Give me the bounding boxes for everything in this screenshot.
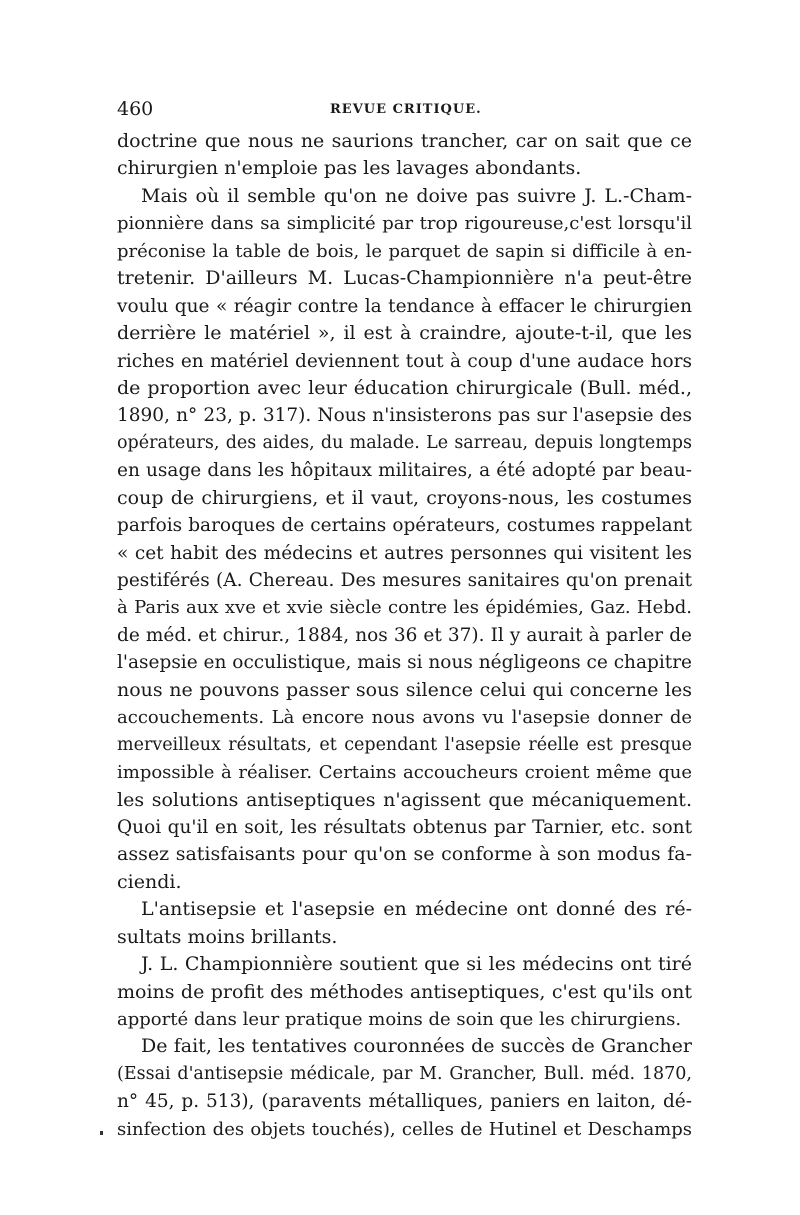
text-line: parfois baroques de certains opérateurs, costumes rappelant: [117, 515, 692, 537]
text-line: n° 45, p. 513), (paravents métalliques, paniers en laiton, dé-: [117, 1091, 692, 1113]
text-line: pionnière dans sa simplicité par trop rigoureuse,c'est lorsqu'il: [117, 213, 692, 235]
text-line: de proportion avec leur éducation chirurgicale (Bull. méd.,: [117, 376, 692, 399]
text-line: assez satisfaisants pour qu'on se conforme à son modus fa-: [117, 843, 692, 866]
text-line: riches en matériel deviennent tout à coup d'une audace hors: [117, 350, 692, 372]
text-line: de méd. et chirur., 1884, nos 36 et 37). Il y aurait à parler de: [117, 624, 692, 646]
page-number: 460: [117, 98, 154, 120]
text-line: sinfection des objets touchés), celles de Hutinel et Deschamps: [117, 1118, 692, 1140]
body-text: [117, 128, 692, 1143]
text-line: Mais où il semble qu'on ne doive pas suivre J. L.-Cham-: [141, 184, 692, 207]
text-line: sultats moins brillants.: [117, 925, 338, 948]
print-speck: [100, 1131, 103, 1135]
page-header: [117, 98, 692, 122]
text-line: nous ne pouvons passer sous silence celui qui concerne les: [117, 678, 692, 701]
text-line: à Paris aux xve et xvie siècle contre les épidémies, Gaz. Hebd.: [117, 597, 692, 619]
text-line: (Essai d'antisepsie médicale, par M. Grancher, Bull. méd. 1870,: [117, 1063, 692, 1084]
text-line: « cet habit des médecins et autres personnes qui visitent les: [117, 542, 692, 564]
running-head: REVUE CRITIQUE.: [330, 102, 482, 117]
text-line: moins de profit des méthodes antiseptiques, c'est qu'ils ont: [117, 980, 692, 1003]
text-line: derrière le matériel », il est à craindre, ajoute-t-il, que les: [117, 322, 692, 345]
text-line: 1890, n° 23, p. 317). Nous n'insisterons pas sur l'asepsie des: [117, 405, 692, 427]
text-line: pestiférés (A. Chereau. Des mesures sanitaires qu'on prenait: [117, 570, 692, 591]
text-line: chirurgien n'emploie pas les lavages abondants.: [117, 157, 582, 180]
text-line: les solutions antiseptiques n'agissent que mécaniquement.: [117, 788, 692, 811]
text-line: opérateurs, des aides, du malade. Le sarreau, depuis longtemps: [117, 432, 692, 453]
text-line: De fait, les tentatives couronnées de succès de Grancher: [141, 1035, 692, 1058]
text-line: J. L. Championnière soutient que si les médecins ont tiré: [141, 953, 692, 976]
text-line: merveilleux résultats, et cependant l'asepsie réelle est presque: [117, 734, 692, 755]
text-line: impossible à réaliser. Certains accoucheurs croient même que: [117, 762, 692, 784]
text-line: apporté dans leur pratique moins de soin que les chirurgiens.: [117, 1009, 682, 1030]
text-line: doctrine que nous ne saurions trancher, car on sait que ce: [117, 130, 692, 152]
text-line: L'antisepsie et l'asepsie en médecine ont donné des ré-: [141, 898, 692, 921]
text-line: en usage dans les hôpitaux militaires, a été adopté par beau-: [117, 460, 692, 482]
text-line: l'asepsie en occulistique, mais si nous négligeons ce chapitre: [117, 652, 692, 674]
text-line: ciendi.: [117, 870, 182, 893]
text-line: Quoi qu'il en soit, les résultats obtenus par Tarnier, etc. sont: [117, 816, 692, 838]
text-line: voulu que « réagir contre la tendance à effacer le chirurgien: [117, 295, 692, 317]
text-line: préconise la table de bois, le parquet de sapin si difficile à en-: [117, 240, 692, 262]
text-line: accouchements. Là encore nous avons vu l'asepsie donner de: [117, 707, 692, 729]
text-line: tretenir. D'ailleurs M. Lucas-Championnière n'a peut-être: [117, 267, 692, 290]
text-line: coup de chirurgiens, et il vaut, croyons-nous, les costumes: [117, 486, 692, 509]
